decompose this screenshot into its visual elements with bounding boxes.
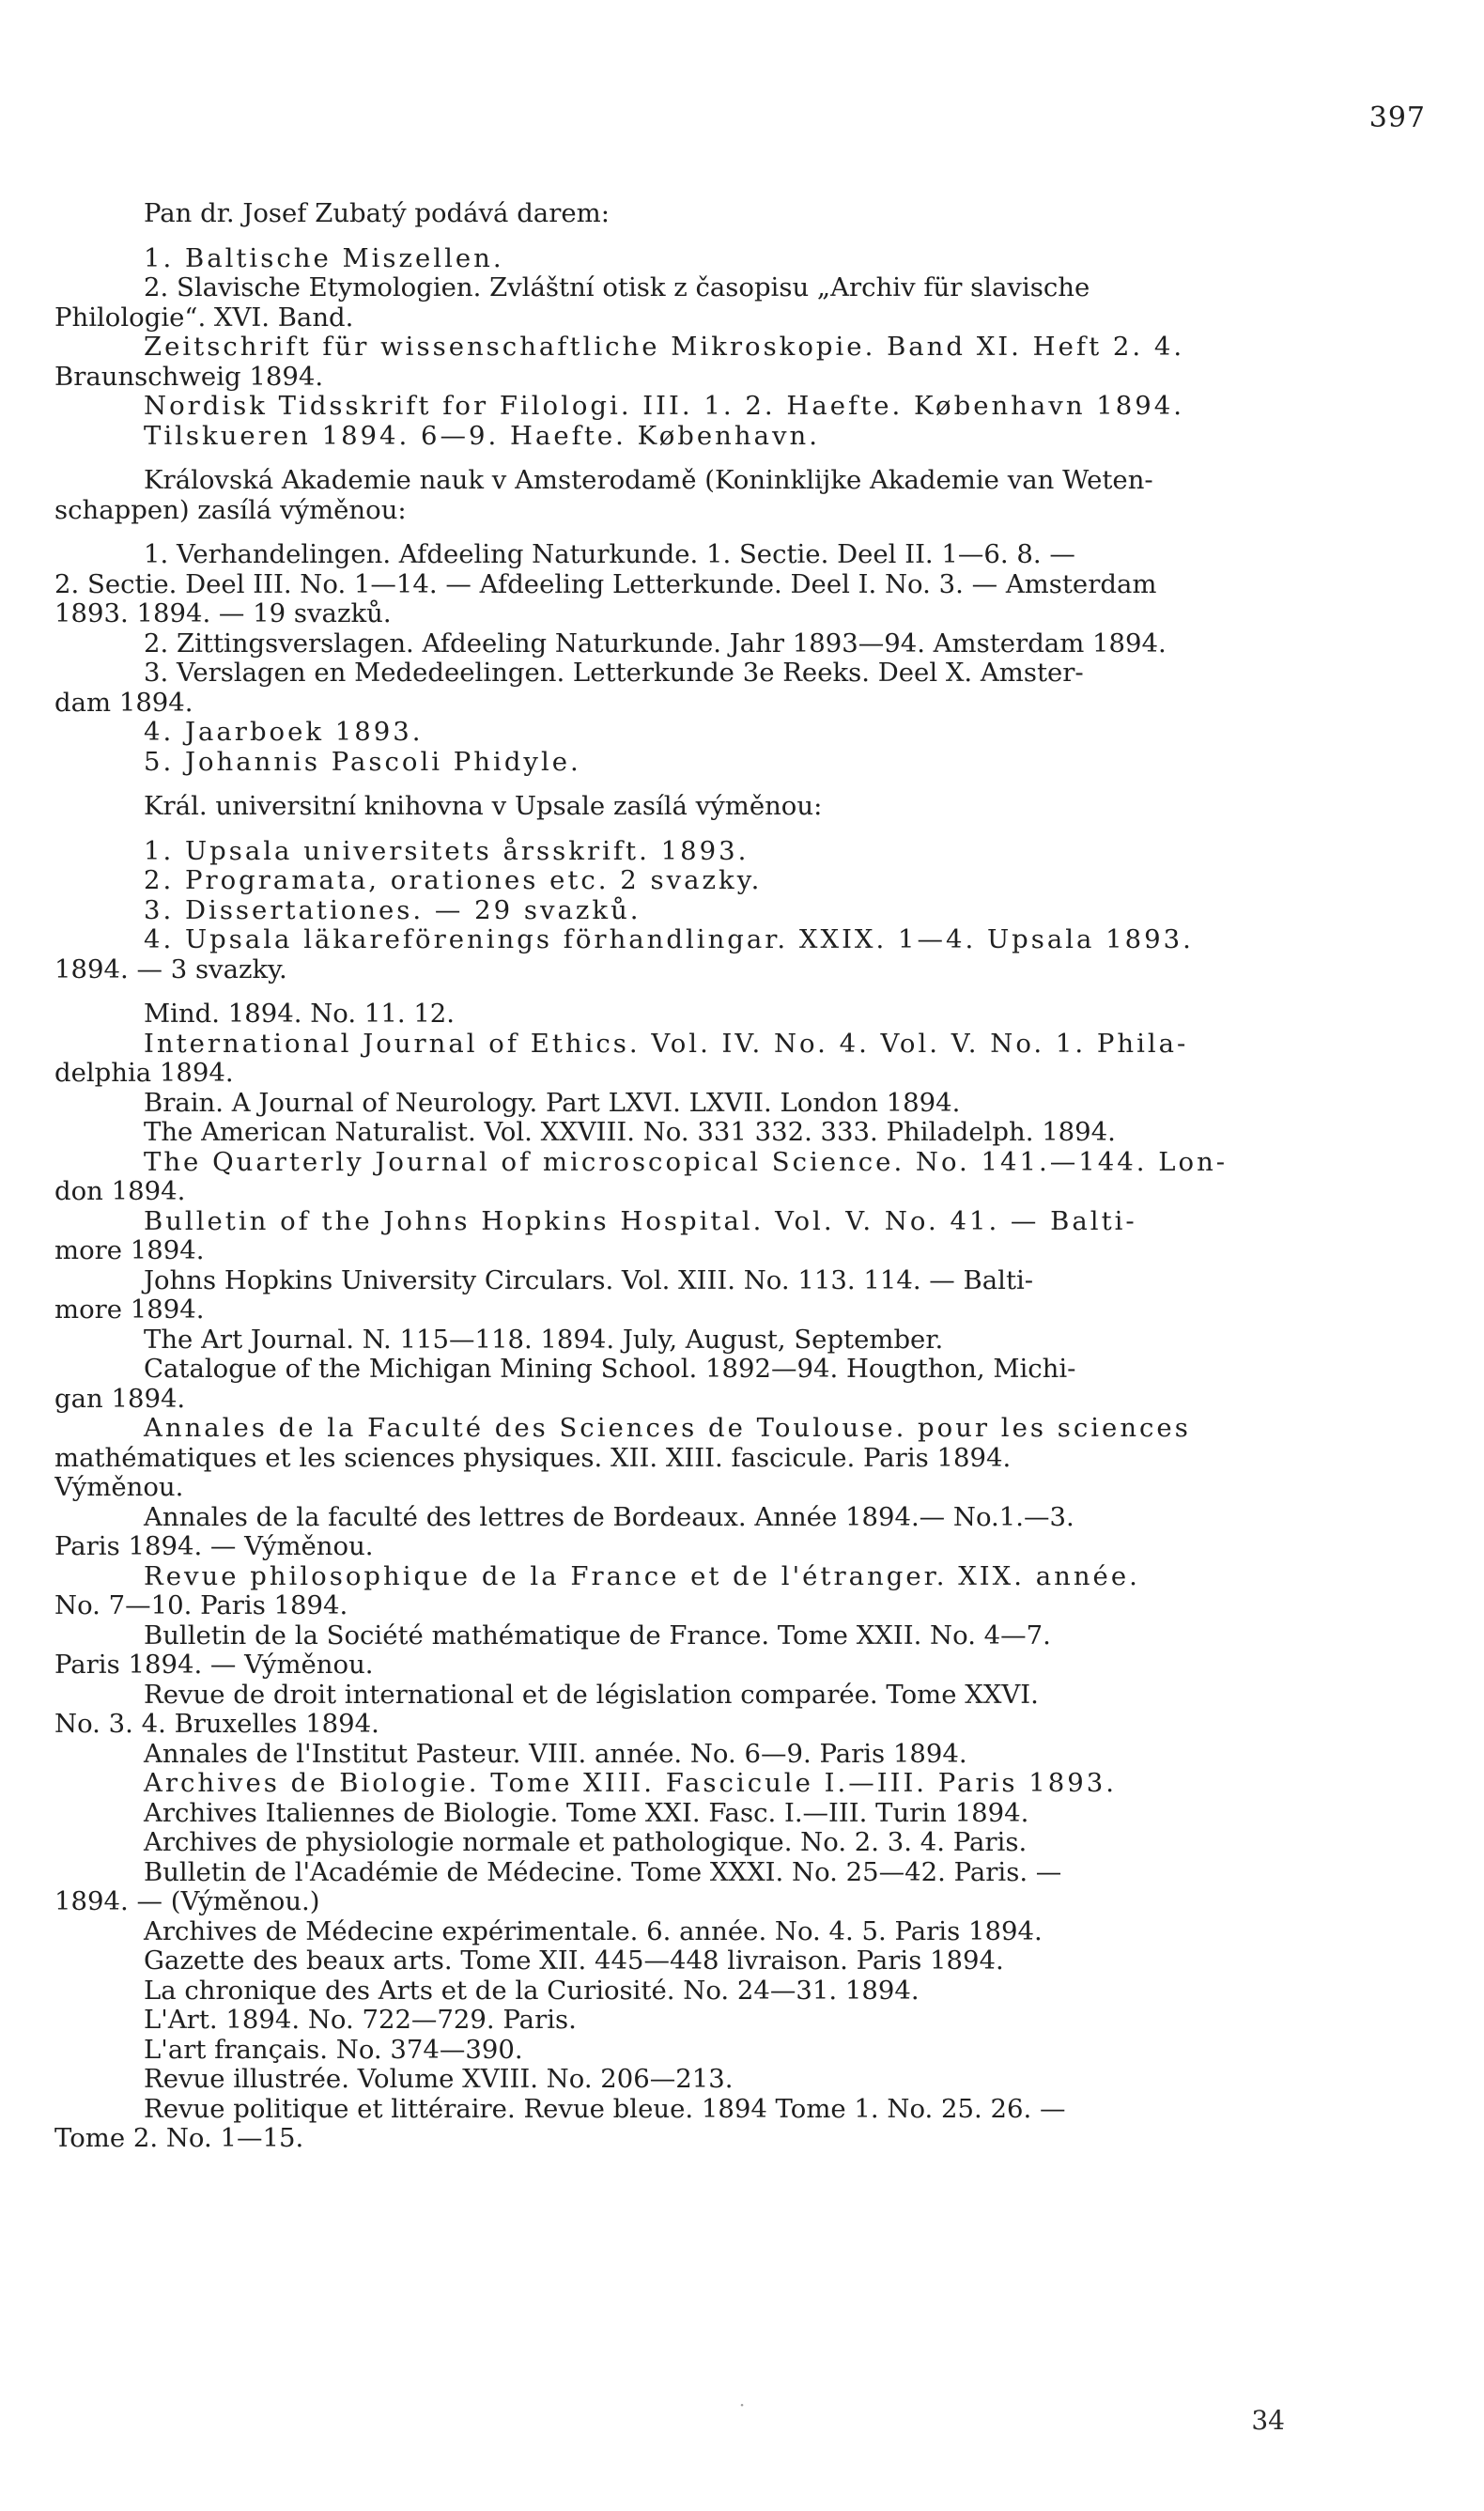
text-line: No. 3. 4. Bruxelles 1894. — [54, 1710, 379, 1739]
text-line: schappen) zasílá výměnou: — [54, 495, 407, 525]
text-line: gan 1894. — [54, 1384, 186, 1414]
text-line: more 1894. — [54, 1236, 205, 1265]
text-line: Revue de droit international et de législation comparée. Tome XXVI. — [144, 1680, 1039, 1710]
text-line: Výměnou. — [54, 1473, 184, 1502]
text-line: Brain. A Journal of Neurology. Part LXVI. LXVII. London 1894. — [144, 1088, 961, 1118]
printer-signature-mark: · — [738, 2394, 746, 2416]
text-line: 2. Programata, orationes etc. 2 svazky. — [144, 866, 763, 895]
text-line: Paris 1894. — Výměnou. — [54, 1532, 374, 1561]
text-line: The Art Journal. N. 115—118. 1894. July, August, September. — [144, 1325, 944, 1355]
text-line: 1894. — (Výměnou.) — [54, 1887, 320, 1916]
text-line: Tilskueren 1894. 6—9. Haefte. København. — [144, 421, 820, 451]
text-line: Archives de Biologie. Tome XIII. Fascicule I.—III. Paris 1893. — [144, 1769, 1117, 1798]
text-line: 4. Jaarboek 1893. — [144, 718, 424, 747]
text-line: Philologie“. XVI. Band. — [54, 302, 354, 333]
text-line: dam 1894. — [54, 688, 193, 718]
signature-number: 34 — [1251, 2405, 1285, 2436]
text-line: Tome 2. No. 1—15. — [54, 2124, 304, 2153]
text-line: Archives de Médecine expérimentale. 6. année. No. 4. 5. Paris 1894. — [144, 1916, 1043, 1946]
text-line: Archives Italiennes de Biologie. Tome XXI. Fasc. I.—III. Turin 1894. — [144, 1798, 1029, 1828]
text-line: 3. Verslagen en Mededeelingen. Letterkunde 3e Reeks. Deel X. Amster- — [144, 659, 1084, 688]
text-line: don 1894. — [54, 1177, 186, 1206]
text-line: Bulletin de l'Académie de Médecine. Tome XXXI. No. 25—42. Paris. — — [144, 1857, 1062, 1887]
text-line: Paris 1894. — Výměnou. — [54, 1651, 374, 1680]
text-line: Bulletin of the Johns Hopkins Hospital. Vol. V. No. 41. — Balti- — [144, 1206, 1137, 1236]
text-line: Král. universitní knihovna v Upsale zasílá výměnou: — [144, 792, 823, 821]
text-line: 1. Upsala universitets årsskrift. 1893. — [144, 836, 750, 866]
text-line: Annales de la faculté des lettres de Bordeaux. Année 1894.— No.1.—3. — [144, 1502, 1074, 1532]
text-line: Annales de la Faculté des Sciences de Toulouse. pour les sciences — [144, 1414, 1191, 1443]
text-line: delphia 1894. — [54, 1059, 234, 1088]
text-line: L'Art. 1894. No. 722—729. Paris. — [144, 2006, 577, 2035]
text-line: The American Naturalist. Vol. XXVIII. No. 331 332. 333. Philadelph. 1894. — [144, 1118, 1116, 1147]
text-line: Johns Hopkins University Circulars. Vol. XIII. No. 113. 114. — Balti- — [144, 1265, 1034, 1295]
text-line: Pan dr. Josef Zubatý podává darem: — [144, 199, 610, 228]
page-number: 397 — [1368, 101, 1426, 134]
text-line: 3. Dissertationes. — 29 svazků. — [144, 895, 642, 925]
text-line: 2. Slavische Etymologien. Zvláštní otisk z časopisu „Archiv für slavische — [144, 273, 1090, 302]
text-line: 2. Sectie. Deel III. No. 1—14. — Afdeeling Letterkunde. Deel I. No. 3. — Amsterdam — [54, 569, 1157, 599]
text-line: Mind. 1894. No. 11. 12. — [144, 1000, 456, 1029]
text-line: No. 7—10. Paris 1894. — [54, 1591, 348, 1620]
text-line: 1893. 1894. — 19 svazků. — [54, 599, 392, 628]
text-line: more 1894. — [54, 1295, 205, 1325]
text-line: 5. Johannis Pascoli Phidyle. — [144, 747, 581, 777]
text-line: 1894. — 3 svazky. — [54, 954, 287, 984]
text-line: 2. Zittingsverslagen. Afdeeling Naturkunde. Jahr 1893—94. Amsterdam 1894. — [144, 628, 1167, 659]
text-line: Bulletin de la Société mathématique de France. Tome XXII. No. 4—7. — [144, 1620, 1051, 1651]
text-line: 1. Baltische Miszellen. — [144, 243, 504, 273]
text-line: Zeitschrift für wissenschaftliche Mikroskopie. Band XI. Heft 2. 4. — [144, 333, 1185, 362]
text-line: Revue philosophique de la France et de l'étranger. XIX. année. — [144, 1561, 1140, 1591]
text-line: L'art français. No. 374—390. — [144, 2035, 523, 2065]
text-line: International Journal of Ethics. Vol. IV. No. 4. Vol. V. No. 1. Phila- — [144, 1029, 1189, 1059]
text-line: Revue illustrée. Volume XVIII. No. 206—213. — [144, 2065, 734, 2094]
text-line: Revue politique et littéraire. Revue bleue. 1894 Tome 1. No. 25. 26. — — [144, 2094, 1066, 2124]
text-line: Annales de l'Institut Pasteur. VIII. année. No. 6—9. Paris 1894. — [144, 1739, 967, 1769]
text-line: Catalogue of the Michigan Mining School. 1892—94. Hougthon, Michi- — [144, 1355, 1076, 1384]
text-line: Braunschweig 1894. — [54, 362, 324, 392]
text-line: Nordisk Tidsskrift for Filologi. III. 1. 2. Haefte. København 1894. — [144, 392, 1185, 421]
text-line: mathématiques et les sciences physiques. XII. XIII. fascicule. Paris 1894. — [54, 1443, 1012, 1473]
text-line: Gazette des beaux arts. Tome XII. 445—448 livraison. Paris 1894. — [144, 1946, 1004, 1976]
text-line: Královská Akademie nauk v Amsterodamě (Koninklijke Akademie van Weten- — [144, 466, 1153, 495]
text-line: La chronique des Arts et de la Curiosité. No. 24—31. 1894. — [144, 1976, 920, 2006]
text-line: 1. Verhandelingen. Afdeeling Naturkunde. 1. Sectie. Deel II. 1—6. 8. — — [144, 540, 1075, 569]
text-line: The Quarterly Journal of microscopical Science. No. 141.—144. Lon- — [144, 1147, 1229, 1177]
text-line: 4. Upsala läkareförenings förhandlingar. XXIX. 1—4. Upsala 1893. — [144, 925, 1194, 954]
text-line: Archives de physiologie normale et pathologique. No. 2. 3. 4. Paris. — [144, 1828, 1028, 1857]
page-body — [54, 199, 1426, 2154]
